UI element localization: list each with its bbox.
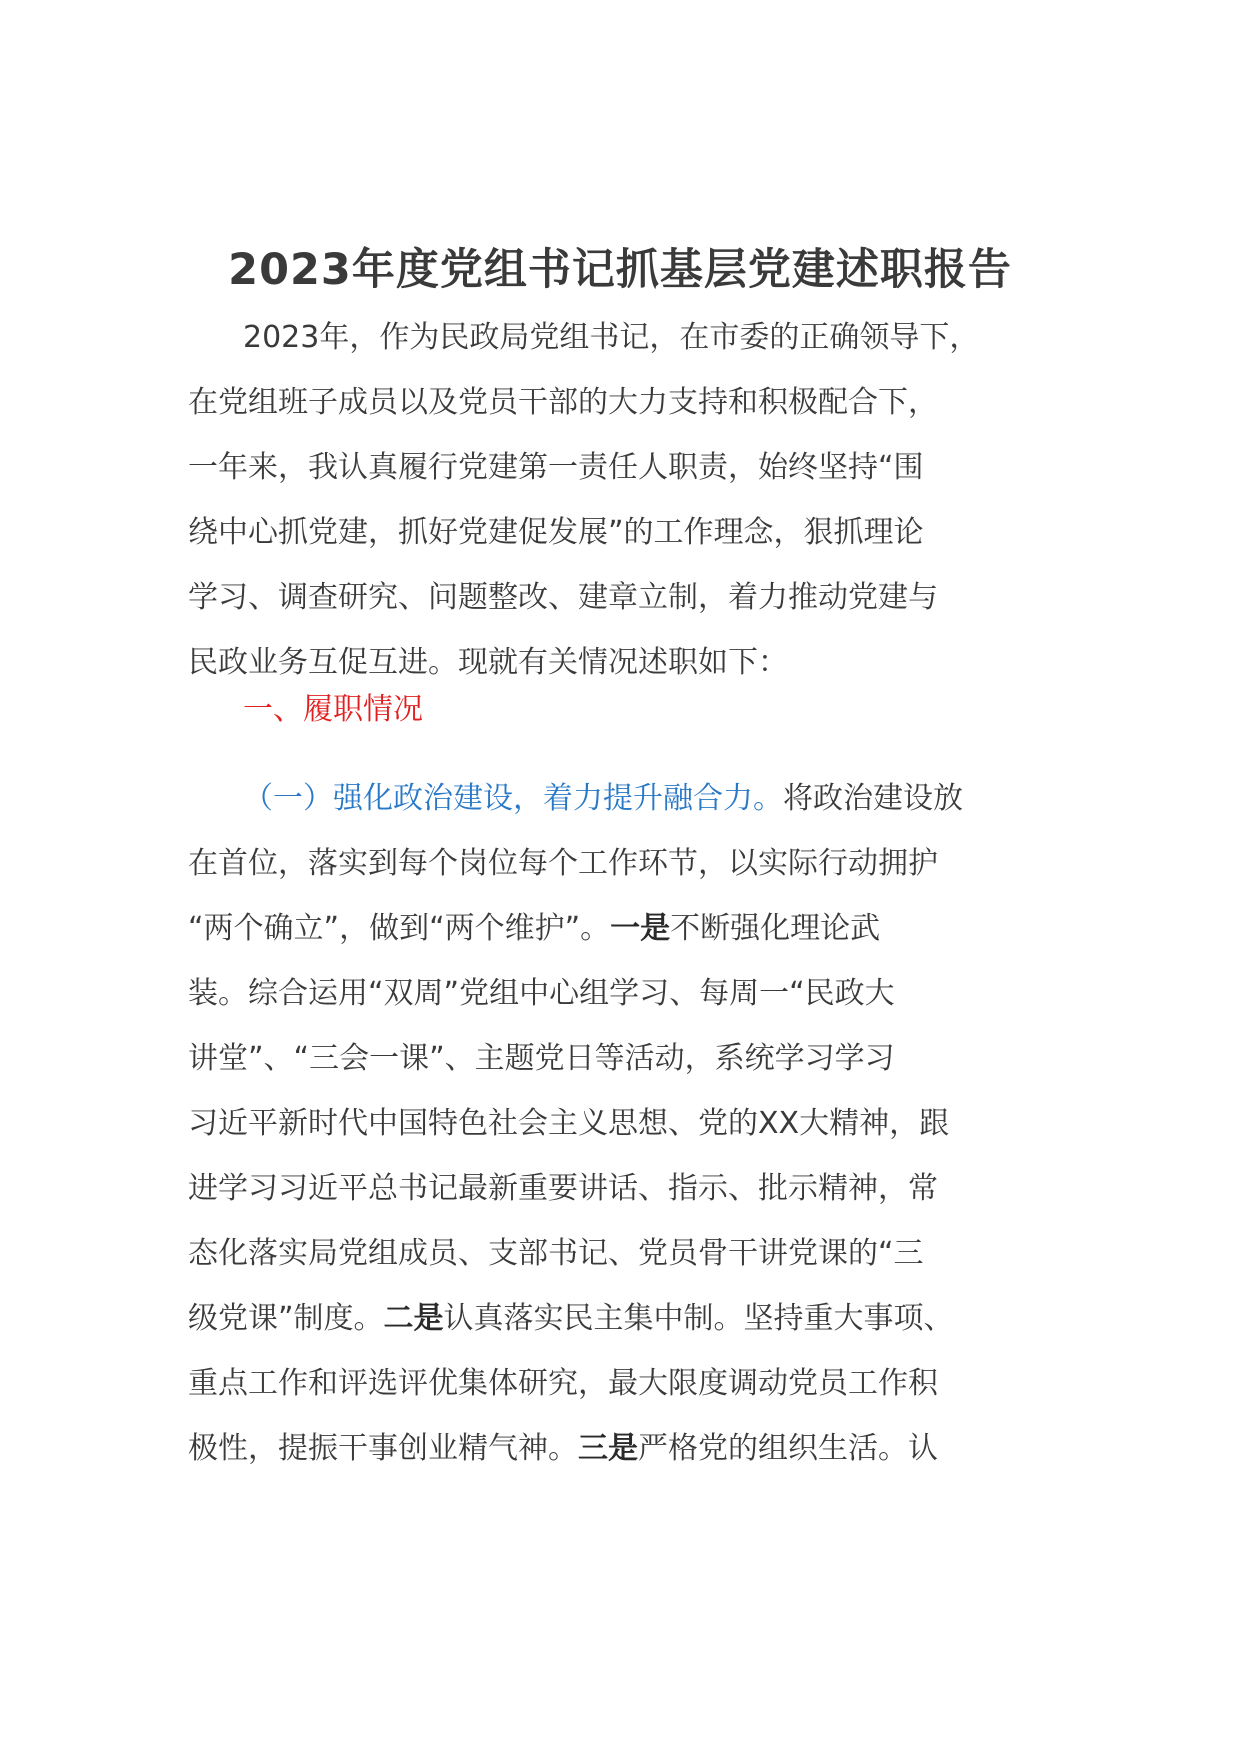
body-line: 讲堂”、“三会一课”、主题党日等活动，系统学习学习 — [188, 1041, 895, 1076]
body-line: 重点工作和评选评优集体研究，最大限度调动党员工作积 — [188, 1366, 938, 1401]
body-line — [188, 766, 1068, 831]
body-line: 装。综合运用“双周”党组中心组学习、每周一“民政大 — [188, 976, 895, 1011]
body-line: 进学习习近平总书记最新重要讲话、指示、批示精神，常 — [188, 1171, 938, 1206]
body-text-span: 极性，提振干事创业精气神。 — [188, 1431, 578, 1466]
section-heading: 一、履职情况 — [243, 692, 423, 727]
body-text-span: 严格党的组织生活。认 — [638, 1431, 938, 1466]
body-text-span: 将政治建设放 — [783, 781, 963, 816]
emphasis-label: 二是 — [383, 1301, 444, 1336]
body-line: 态化落实局党组成员、支部书记、党员骨干讲党课的“三 — [188, 1236, 924, 1271]
intro-paragraph — [188, 305, 1068, 695]
emphasis-label: 一是 — [610, 911, 671, 946]
intro-line: 绕中心抓党建，抓好党建促发展”的工作理念，狠抓理论 — [188, 515, 924, 550]
intro-line: 一年来，我认真履行党建第一责任人职责，始终坚持“围 — [188, 450, 924, 485]
subsection-heading: （一）强化政治建设，着力提升融合力。 — [243, 781, 783, 816]
body-text-span: 认真落实民主集中制。坚持重大事项、 — [443, 1301, 954, 1336]
body-line — [188, 1416, 1068, 1481]
subsection-paragraph — [188, 766, 1068, 1481]
body-line — [188, 896, 1068, 961]
body-line: 习近平新时代中国特色社会主义思想、党的XX大精神，跟 — [188, 1106, 950, 1141]
document-title: 2023年度党组书记抓基层党建述职报告 — [228, 245, 1012, 295]
body-line — [188, 1286, 1068, 1351]
intro-line: 在党组班子成员以及党员干部的大力支持和积极配合下， — [188, 385, 938, 420]
emphasis-label: 三是 — [578, 1431, 638, 1466]
body-line: 在首位，落实到每个岗位每个工作环节，以实际行动拥护 — [188, 846, 938, 881]
intro-line: 2023年，作为民政局党组书记，在市委的正确领导下， — [243, 320, 980, 355]
intro-line: 学习、调查研究、问题整改、建章立制，着力推动党建与 — [188, 580, 938, 615]
body-text-span: 不断强化理论武 — [670, 911, 881, 946]
intro-line: 民政业务互促互进。现就有关情况述职如下： — [188, 645, 788, 680]
body-text-span: 级党课”制度。 — [188, 1301, 384, 1336]
section-heading-paragraph — [188, 677, 1068, 742]
body-text-span: “两个确立”，做到“两个维护”。 — [188, 911, 611, 946]
